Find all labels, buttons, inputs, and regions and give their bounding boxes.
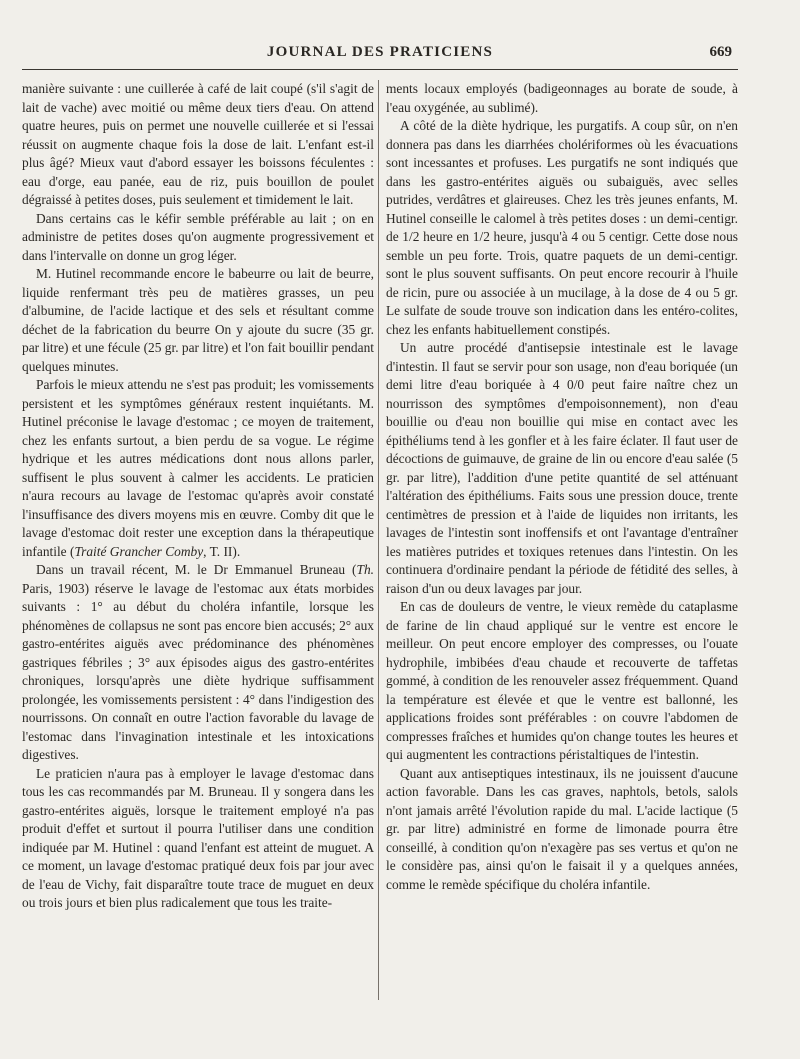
- paragraph: manière suivante : une cuillerée à café de lait coupé (s'il s'agit de lait de vache) avec moitié ou même deux tiers d'eau. On attend quatre heures, puis on permet une nouvelle cuillerée et si l'essai réussit on augmente chaque fois la dose de lait. L'enfant est-il plus âgé? Mieux vaut d'abord essayer les boissons féculentes : eau d'orge, eau panée, eau de riz, puis bouillon de poulet dégraissé à petites doses, puis seulement et timidement le lait.: [22, 81, 374, 207]
- page-header: [22, 38, 738, 72]
- paragraph: En cas de douleurs de ventre, le vieux remède du cataplasme de farine de lin chaud appliqué sur le ventre est encore le meilleur. On peut encore employer des compresses, ou l'ouate hydrophile, imbibées d'eau chaude et recouverte de taffetas gommé, à condition de les renouveler assez fréquemment. Quand la température est élevée et que le ventre est ballonné, les applications froides sont préférables : on couvre l'abdomen de compresses fraîches et humides qu'on change toutes les heures et qui augmentent les contractions péristaltiques de l'intestin.: [386, 599, 738, 762]
- paragraph: Parfois le mieux attendu ne s'est pas produit; les vomissements persistent et les symptômes généraux restent inquiétants. M. Hutinel préconise le lavage d'estomac ; ce moyen de traitement, chez les enfants surtout, a bien perdu de sa vogue. Le régime hydrique et les autres médications dont nous allons parler, suffisent le plus souvent à calmer les accidents. Le praticien n'aura recours au lavage de l'estomac qu'après avoir constaté l'insuffisance des divers moyens mis en œuvre. Comby dit que le lavage d'estomac doit rester une exception dans la thérapeutique infantile (Traité Grancher Comby, T. II).: [22, 377, 374, 559]
- journal-title: JOURNAL DES PRATICIENS: [266, 44, 494, 60]
- paragraph: A côté de la diète hydrique, les purgatifs. A coup sûr, on n'en donnera pas dans les diarrhées cholériformes où les évacuations sont incessantes et profuses. Les purgatifs ne sont indiqués que dans les gastro-entérites aiguës ou subaiguës, avec selles putrides, verdâtres et glaireuses. Chez les très jeunes enfants, M. Hutinel conseille le calomel à très petites doses : un demi-centigr. de 1/2 heure en 1/2 heure, jusqu'à 4 ou 5 centigr. Cette dose nous semble un peu forte. Trois, quatre paquets de un demi-centigr. sont le plus souvent suffisants. On peut encore recourir à l'huile de ricin, pure ou associée à un mucilage, à la dose de 4 ou 5 gr. Le sulfate de soude trouve son indication dans les entéro-colites, chez les enfants habituellement constipés.: [386, 118, 738, 337]
- column-divider: [378, 80, 379, 1000]
- paragraph: Dans un travail récent, M. le Dr Emmanuel Bruneau (Th. Paris, 1903) réserve le lavage de l'estomac aux états morbides suivants : 1° au début du choléra infantile, lorsque les phénomènes de collapsus ne sont pas encore bien accusés; 2° aux gastro-entérites aiguës avec prédominance des phénomènes gastriques fébriles ; 3° aux épisodes aigus des gastro-entérites chroniques, lorsqu'après une diète hydrique suffisamment prolongée, les vomissements persistent : 4° dans l'indigestion des nourrissons. On connaît en outre l'action favorable du lavage de l'estomac dans l'invagination intestinale et les intoxications digestives.: [22, 562, 374, 762]
- paragraph: M. Hutinel recommande encore le babeurre ou lait de beurre, liquide renfermant très peu de matières grasses, un peu d'albumine, de l'acide lactique et des sels et résultant comme déchet de la fabrication du beurre On y ajoute du sucre (35 gr. par litre) et une fécule (25 gr. par litre) et l'on fait bouillir pendant quelques minutes.: [22, 266, 374, 374]
- paragraph: Dans certains cas le kéfir semble préférable au lait ; on en administre de petites doses qu'on augmente progressivement et dans l'intervalle on donne un grog léger.: [22, 210, 374, 263]
- paragraph: ments locaux employés (badigeonnages au borate de soude, à l'eau oxygénée, au sublimé).: [386, 81, 738, 115]
- left-column: [22, 80, 374, 913]
- page-number: 669: [709, 44, 732, 60]
- header-rule: [22, 69, 738, 70]
- paragraph: Le praticien n'aura pas à employer le lavage d'estomac dans tous les cas recommandés par M. Bruneau. Il y songera dans les gastro-entérites aiguës, lorsque le traitement employé n'a pas produit d'effet et surtout il pourra l'utiliser dans une condition indiquée par M. Hutinel : quand l'enfant est atteint de muguet. A ce moment, un lavage d'estomac pratiqué deux fois par jour avec de l'eau de Vichy, fait disparaître toute trace de muguet en deux ou trois jours et bien plus radicalement que tous les traite-: [22, 765, 374, 910]
- right-column: [386, 80, 738, 894]
- paragraph: Un autre procédé d'antisepsie intestinale est le lavage d'intestin. Il faut se servir pour son usage, non d'eau boriquée (un demi litre d'eau boriquée à 4 0/0 peut faire naître chez un nourrisson des symptômes d'empoisonnement), non d'eau bouillie ou d'eau non bouillie qui mise en contact avec les épithéliums tend à les gonfler et à les faire éclater. Il faut user de décoctions de guimauve, de graine de lin ou encore d'eau salée (5 gr. par litre), l'addition d'une petite quantité de sel atténuant l'altération des épithéliums. Faits sous une pression douce, trente centimètres de pression et à l'aide de liquides non irritants, les lavages de l'intestin sont inoffensifs et ont l'avantage d'entraîner les matières putrides et toxiques retenues dans l'intestin. On les continuera d'ordinaire pendant la période de fétidité des selles, à raison d'un ou deux lavages par jour.: [386, 340, 738, 596]
- paragraph: Quant aux antiseptiques intestinaux, ils ne jouissent d'aucune action favorable. Dans les cas graves, naphtols, betols, salols n'ont jamais arrêté l'évolution rapide du mal. L'acide lactique (5 gr. par litre) administré en forme de limonade pourra être conseillé, à condition qu'on n'exagère pas ses vertus et qu'on ne le considère pas, ainsi qu'on le faisait il y a quelques années, comme le remède spécifique du choléra infantile.: [386, 765, 738, 892]
